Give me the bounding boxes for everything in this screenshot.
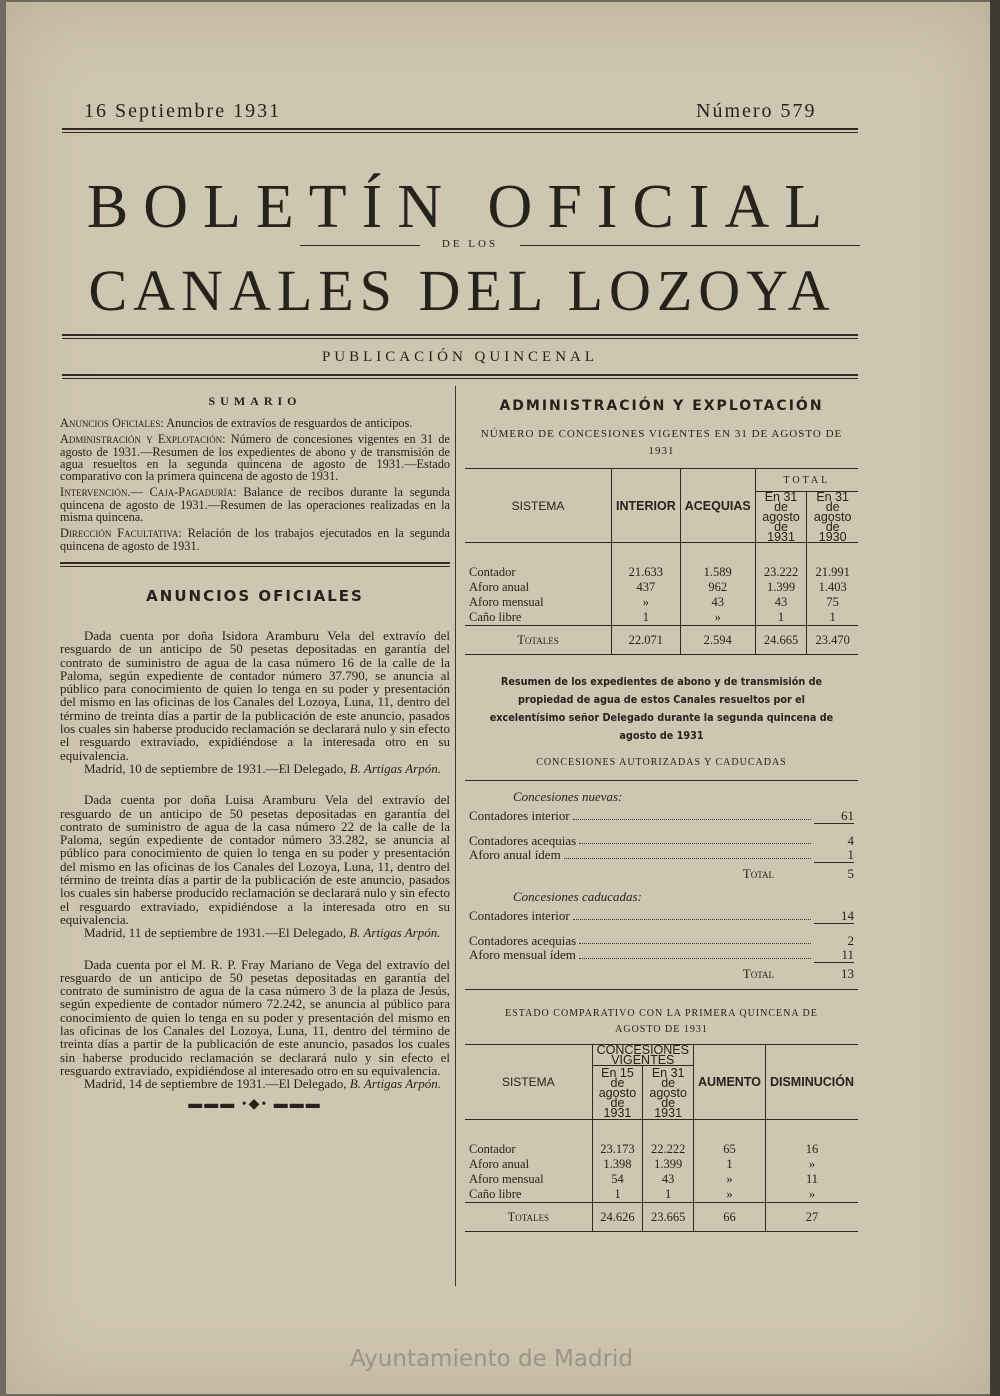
table-row: Aforo mensual » 43 43 75 <box>465 595 858 610</box>
sumario-title: SUMARIO <box>208 394 302 408</box>
sumario-item: Dirección Facultativa: Relación de los trabajos ejecutados en la segunda quincena de agosto de 1931. <box>60 526 451 553</box>
list-item: Contadores acequias 4 <box>469 833 854 848</box>
th-acequias: ACEQUIAS <box>680 469 755 543</box>
table-row: Aforo anual 437 962 1.399 1.403 <box>465 580 858 595</box>
total-row: Total 13 <box>742 966 854 981</box>
concesiones-table <box>465 468 858 655</box>
pub-rule-thin <box>62 378 858 379</box>
delos-rule-right <box>520 245 860 246</box>
notice-body: Dada cuenta por doña Isidora Aramburu Vela del extravío del resguardo de un anticipo de 50 pesetas depositadas en garantía del contrato de suministro de agua de la casa número 16 de la calle de la Paloma, según expediente de contador número 37.790, se anuncia al público para conocimiento de quien lo tenga en su poder y presentación del mismo en las oficinas de los Canales del Lozoya, Luna, 11, dentro del término de treinta días a partir de la publicación de este anuncio, pasados los cuales sin haberse producido reclamación se declarará nulo y sin efecto el resguardo extraviado, expidiéndose a la interesada otro en su equivalencia. <box>60 627 450 763</box>
table2-caption: ESTADO COMPARATIVO CON LA PRIMERA QUINCENA DE AGOSTO DE 1931 <box>505 1008 818 1035</box>
th-vigentes: CONCESIONES VIGENTES <box>592 1045 693 1066</box>
sumario-rule-thin <box>60 566 450 567</box>
anuncios-title: ANUNCIOS OFICIALES <box>146 586 364 605</box>
th-sistema: SISTEMA <box>465 1045 592 1120</box>
totals-row: Totales 24.626 23.665 66 27 <box>465 1203 858 1232</box>
resumen-title: Resumen de los expedientes de abono y de transmisión de propiedad de agua de estos Canales resueltos por el excelentísimo señor Delegado durante la segunda quincena de agosto de 1931 <box>489 676 834 742</box>
delos-rule-left <box>300 245 420 246</box>
sumario-item: Administración y Explotación: Número de concesiones vigentes en 31 de agosto de 1931.—Resumen de los expedientes de abono y de transmisión de agua resueltos en la segunda quincena de agosto de 1931.—Estado comparativo con la primera quincena de agosto de 1931. <box>60 432 451 484</box>
notice <box>60 958 450 1091</box>
notice-signature: Madrid, 11 de septiembre de 1931.—El Delegado, B. Artigas Arpón. <box>84 925 441 941</box>
admin-title: ADMINISTRACIÓN Y EXPLOTACIÓN <box>499 398 824 414</box>
masthead-de-los: DE LOS <box>441 238 499 250</box>
list-item: Contadores interior 61 <box>469 808 854 823</box>
left-column <box>60 386 450 1113</box>
table-row: Caño libre 1 1 » » <box>465 1187 858 1203</box>
notice-signature: Madrid, 14 de septiembre de 1931.—El Delegado, B. Artigas Arpón. <box>84 1076 441 1092</box>
th-15-agosto: En 15 de agosto de 1931 <box>592 1066 643 1120</box>
table-row: Aforo anual 1.398 1.399 1 » <box>465 1157 858 1172</box>
resumen-subtitle: CONCESIONES AUTORIZADAS Y CADUCADAS <box>536 757 787 768</box>
totals-row: Totales 22.071 2.594 24.665 23.470 <box>465 626 858 655</box>
nuevas-heading: Concesiones nuevas: <box>513 789 623 804</box>
notice-signature: Madrid, 10 de septiembre de 1931.—El Delegado, B. Artigas Arpón. <box>84 760 441 776</box>
th-disminucion: DISMINUCIÓN <box>769 1075 854 1089</box>
th-interior: INTERIOR <box>612 469 681 543</box>
table1-caption: NÚMERO DE CONCESIONES VIGENTES EN 31 DE AGOSTO DE 1931 <box>480 428 843 457</box>
th-total-1930: En 31 de agosto de 1930 <box>813 490 852 544</box>
masthead-subtitle: CANALES DEL LOZOYA <box>88 258 836 323</box>
table-row: Contador 21.633 1.589 23.222 21.991 <box>465 543 858 581</box>
total-row: Total 5 <box>742 866 854 881</box>
header-rule-thin <box>62 132 858 133</box>
sumario-item: Anuncios Oficiales: Anuncios de extravíos de resguardos de anticipos. <box>60 416 413 430</box>
scan-edge <box>990 0 1000 1396</box>
masthead-rule-thin <box>62 338 858 339</box>
th-sistema: SISTEMA <box>465 469 612 543</box>
table-row: Contador 23.173 22.222 65 16 <box>465 1120 858 1158</box>
notice <box>60 793 450 939</box>
list-item: Contadores acequias 2 <box>469 933 854 948</box>
publication-frequency: PUBLICACIÓN QUINCENAL <box>321 349 599 365</box>
column-divider <box>455 386 456 1286</box>
th-total: TOTAL <box>755 469 858 492</box>
pub-rule <box>62 374 858 376</box>
sumario-item: Intervención.— Caja-Pagaduría: Balance de recibos durante la segunda quincena de agosto de 1931.—Resumen de las operaciones realizadas en la misma quincena. <box>60 485 450 525</box>
masthead-rule <box>62 334 858 336</box>
notice-body: Dada cuenta por el M. R. P. Fray Mariano de Vega del extravío del resguardo de un anticipo de 50 pesetas depositadas en garantía del contrato de suministro de agua de la casa número 3 de la plaza de Jesús, según expediente de contador número 72.242, se anuncia al público para conocimiento de quien lo tenga en su poder y presentación del mismo en las oficinas de los Canales del Lozoya, Luna, 11, dentro del término de treinta días a partir de la publicación de este anuncio, pasados los cuales sin haberse producido reclamación se declarará nulo y sin efecto el resguardo extraviado, expidiéndose al interesado otro en su equivalencia. <box>60 956 450 1078</box>
list-item: Aforo anual ídem 1 <box>469 847 854 862</box>
right-column <box>465 386 858 1232</box>
footer-watermark: Ayuntamiento de Madrid <box>350 1346 634 1372</box>
masthead-title: BOLETÍN OFICIAL <box>86 173 838 241</box>
sumario-rule <box>60 562 450 564</box>
caducadas-heading: Concesiones caducadas: <box>513 889 642 904</box>
th-31-agosto: En 31 de agosto de 1931 <box>643 1066 694 1120</box>
resumen-rule <box>465 780 858 781</box>
table-row: Aforo mensual 54 43 » 11 <box>465 1172 858 1187</box>
notice <box>60 629 450 775</box>
list-item: Contadores interior 14 <box>469 908 854 923</box>
ornament-divider: ▬▬▬ •◆• ▬▬▬ <box>188 1097 322 1113</box>
table-row: Caño libre 1 » 1 1 <box>465 610 858 626</box>
notice-body: Dada cuenta por doña Luisa Aramburu Vela del extravío del resguardo de un anticipo de 50 pesetas depositadas en garantía del contrato de suministro de agua de la casa número 22 de la calle de la Paloma, según expediente de contador número 33.282, se anuncia al público para conocimiento de quien lo tenga en su poder y presentación del mismo en las oficinas de los Canales del Lozoya, Luna, 11, dentro del término de treinta días a partir de la publicación de este anuncio, pasados los cuales sin haberse producido reclamación se declarará nulo y sin efecto el resguardo extraviado, expidiéndose a la interesada otro en su equivalencia. <box>60 792 450 927</box>
resumen-end-rule <box>465 989 858 990</box>
comparativo-table <box>465 1044 858 1232</box>
header-rule <box>62 128 858 130</box>
th-aumento: AUMENTO <box>694 1045 766 1120</box>
th-total-1931: En 31 de agosto de 1931 <box>755 492 807 543</box>
list-item: Aforo mensual ídem 11 <box>469 947 854 962</box>
issue-date: 16 Septiembre 1931 <box>84 100 282 122</box>
issue-number: Número 579 <box>696 100 817 122</box>
